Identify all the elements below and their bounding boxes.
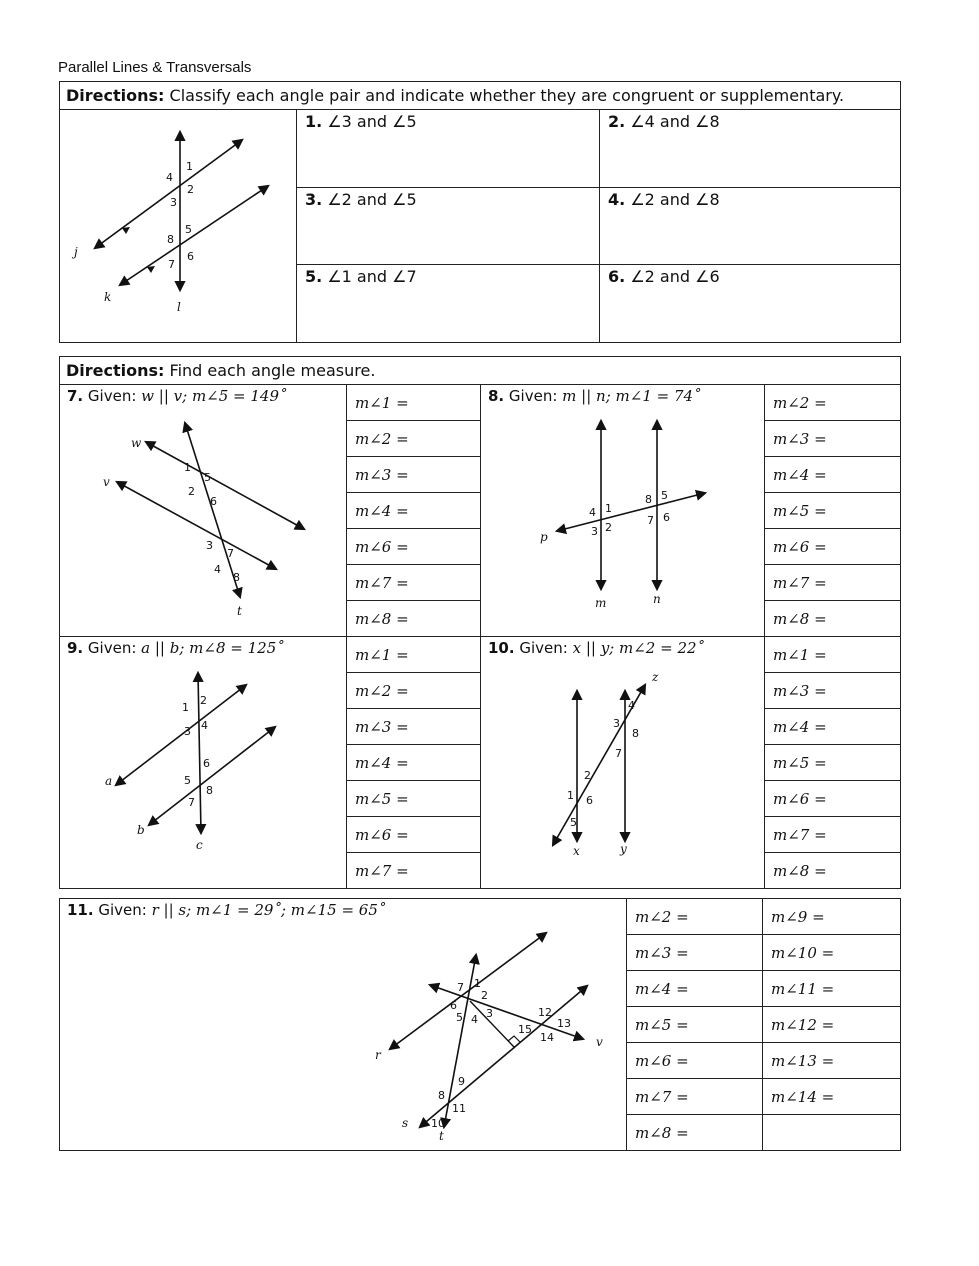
angle-label: 8 — [233, 571, 240, 584]
figure-problem-10 — [481, 659, 764, 874]
line-label-a: a — [105, 774, 113, 788]
section-find-measures — [59, 356, 901, 889]
parallel-mark-j — [122, 227, 130, 234]
angle-label: 3 — [613, 717, 620, 730]
problem-8-given: 8. Given: m || n; m∠1 = 74˚ — [488, 387, 701, 405]
line-label-n: n — [653, 592, 661, 606]
answer-7-8[interactable]: m∠8 = — [347, 601, 481, 637]
angle-label: 3 — [184, 725, 191, 738]
line-label-y: y — [620, 842, 627, 856]
angle-label: 8 — [167, 233, 174, 246]
angle-label: 7 — [188, 796, 195, 809]
problem-10-given: 10. Given: x || y; m∠2 = 22˚ — [488, 639, 705, 657]
angle-label: 7 — [615, 747, 622, 760]
angle-label: 13 — [557, 1017, 571, 1030]
problem-11-given: 11. Given: r || s; m∠1 = 29˚; m∠15 = 65˚ — [67, 901, 386, 919]
angle-label: 1 — [474, 977, 481, 990]
section-problem-11 — [59, 898, 901, 1151]
answer-7-1[interactable]: m∠1 = — [347, 385, 481, 421]
angle-label: 2 — [584, 769, 591, 782]
right-angle-mark — [508, 1036, 520, 1042]
angle-label: 6 — [586, 794, 593, 807]
line-k — [120, 186, 268, 285]
answer-10-4[interactable]: m∠4 = — [765, 709, 901, 745]
answer-11-8[interactable]: m∠8 = — [627, 1115, 763, 1151]
answer-11-7[interactable]: m∠7 = — [627, 1079, 763, 1115]
problem-9-given: 9. Given: a || b; m∠8 = 125˚ — [67, 639, 284, 657]
angle-label: 1 — [184, 461, 191, 474]
line-j — [95, 140, 242, 248]
answer-8-5[interactable]: m∠5 = — [765, 493, 901, 529]
answer-7-3[interactable]: m∠3 = — [347, 457, 481, 493]
line-label-s: s — [402, 1116, 409, 1130]
section-classify — [59, 81, 901, 343]
angle-label: 3 — [206, 539, 213, 552]
angle-label: 1 — [186, 160, 193, 173]
angle-label: 2 — [605, 521, 612, 534]
directions-row — [60, 82, 901, 110]
angle-label: 5 — [185, 223, 192, 236]
answer-8-4[interactable]: m∠4 = — [765, 457, 901, 493]
angle-label: 4 — [214, 563, 221, 576]
directions-text: Find each angle measure. — [169, 361, 376, 380]
answer-11-12[interactable]: m∠12 = — [763, 1007, 901, 1043]
angle-label: 3 — [591, 525, 598, 538]
answer-8-6[interactable]: m∠6 = — [765, 529, 901, 565]
angle-label: 8 — [438, 1089, 445, 1102]
problem-7-cell — [60, 385, 347, 637]
angle-label: 3 — [170, 196, 177, 209]
problem-11-cell — [60, 899, 627, 1151]
angle-label: 1 — [567, 789, 574, 802]
answer-11-13[interactable]: m∠13 = — [763, 1043, 901, 1079]
line-w — [146, 442, 304, 529]
answer-10-8[interactable]: m∠8 = — [765, 853, 901, 889]
figure-problem-11 — [60, 921, 626, 1146]
angle-label: 11 — [452, 1102, 466, 1115]
angle-label: 14 — [540, 1031, 554, 1044]
line-label-t: t — [439, 1129, 444, 1143]
line-label-v: v — [596, 1035, 603, 1049]
line-label-t: t — [237, 604, 242, 618]
line-label-c: c — [196, 838, 203, 852]
figure-cell — [60, 110, 297, 343]
line-label-p: p — [540, 530, 548, 544]
line-label-v: v — [103, 475, 110, 489]
line-b — [149, 727, 275, 825]
angle-label: 9 — [458, 1075, 465, 1088]
angle-label: 7 — [647, 514, 654, 527]
line-label-l: l — [177, 300, 181, 314]
answer-10-1[interactable]: m∠1 = — [765, 637, 901, 673]
answer-7-7[interactable]: m∠7 = — [347, 565, 481, 601]
angle-label: 8 — [632, 727, 639, 740]
angle-label: 4 — [471, 1013, 478, 1026]
answer-11-11[interactable]: m∠11 = — [763, 971, 901, 1007]
angle-label: 1 — [605, 502, 612, 515]
angle-label: 12 — [538, 1006, 552, 1019]
figure-problem-9 — [60, 659, 346, 874]
angle-label: 6 — [203, 757, 210, 770]
angle-label: 4 — [166, 171, 173, 184]
answer-7-4[interactable]: m∠4 = — [347, 493, 481, 529]
angle-label: 2 — [188, 485, 195, 498]
line-label-r: r — [375, 1048, 381, 1062]
answer-11-14[interactable]: m∠14 = — [763, 1079, 901, 1115]
angle-label: 7 — [227, 547, 234, 560]
angle-label: 6 — [663, 511, 670, 524]
problem-8-cell — [481, 385, 765, 637]
angle-label: 2 — [200, 694, 207, 707]
figure-j-k-l — [60, 110, 296, 338]
angle-label: 6 — [187, 250, 194, 263]
answer-9-7[interactable]: m∠7 = — [347, 853, 481, 889]
angle-label: 5 — [204, 471, 211, 484]
directions-label: Directions: — [66, 361, 165, 380]
answer-10-3[interactable]: m∠3 = — [765, 673, 901, 709]
line-label-m: m — [595, 596, 607, 610]
line-label-k: k — [104, 290, 112, 304]
angle-label: 4 — [628, 699, 635, 712]
line-v — [117, 482, 276, 569]
angle-label: 5 — [661, 489, 668, 502]
angle-label: 5 — [184, 774, 191, 787]
answer-11-3[interactable]: m∠3 = — [627, 935, 763, 971]
line-label-b: b — [137, 823, 145, 837]
angle-label: 4 — [201, 719, 208, 732]
angle-label: 8 — [645, 493, 652, 506]
angle-label: 2 — [481, 989, 488, 1002]
answer-9-6[interactable]: m∠6 = — [347, 817, 481, 853]
answer-11-9[interactable]: m∠9 = — [763, 899, 901, 935]
line-t — [185, 423, 240, 597]
answer-9-3[interactable]: m∠3 = — [347, 709, 481, 745]
question-5: 5. ∠1 and ∠7 — [297, 265, 600, 343]
line-label-j: j — [74, 245, 78, 259]
line-label-x: x — [573, 844, 580, 858]
question-4: 4. ∠2 and ∠8 — [600, 187, 901, 265]
question-1: 1. ∠3 and ∠5 — [297, 110, 600, 188]
answer-10-7[interactable]: m∠7 = — [765, 817, 901, 853]
answer-10-6[interactable]: m∠6 = — [765, 781, 901, 817]
answer-11-6[interactable]: m∠6 = — [627, 1043, 763, 1079]
answer-11-4[interactable]: m∠4 = — [627, 971, 763, 1007]
angle-label: 4 — [589, 506, 596, 519]
empty-cell — [763, 1115, 901, 1151]
angle-label: 8 — [206, 784, 213, 797]
line-label-z: z — [652, 670, 659, 684]
angle-label: 6 — [450, 999, 457, 1012]
problem-9-cell — [60, 637, 347, 889]
angle-label: 5 — [456, 1011, 463, 1024]
line-v — [430, 985, 583, 1039]
figure-problem-8 — [481, 407, 764, 622]
problem-7-given: 7. Given: w || v; m∠5 = 149˚ — [67, 387, 287, 405]
parallel-mark-k — [147, 266, 155, 273]
answer-11-2[interactable]: m∠2 = — [627, 899, 763, 935]
angle-label: 15 — [518, 1023, 532, 1036]
question-6: 6. ∠2 and ∠6 — [600, 265, 901, 343]
answer-10-5[interactable]: m∠5 = — [765, 745, 901, 781]
angle-label: 2 — [187, 183, 194, 196]
line-a — [116, 685, 246, 785]
answer-9-2[interactable]: m∠2 = — [347, 673, 481, 709]
answer-9-5[interactable]: m∠5 = — [347, 781, 481, 817]
answer-11-5[interactable]: m∠5 = — [627, 1007, 763, 1043]
answer-9-4[interactable]: m∠4 = — [347, 745, 481, 781]
angle-label: 5 — [570, 816, 577, 829]
answer-7-6[interactable]: m∠6 = — [347, 529, 481, 565]
problem-10-cell — [481, 637, 765, 889]
answer-8-7[interactable]: m∠7 = — [765, 565, 901, 601]
angle-label: 1 — [182, 701, 189, 714]
answer-8-8[interactable]: m∠8 = — [765, 601, 901, 637]
document-title: Parallel Lines & Transversals — [58, 59, 252, 76]
angle-label: 7 — [168, 258, 175, 271]
question-2: 2. ∠4 and ∠8 — [600, 110, 901, 188]
angle-label: 10 — [431, 1117, 445, 1130]
question-3: 3. ∠2 and ∠5 — [297, 187, 600, 265]
directions-text: Classify each angle pair and indicate whether they are congruent or supplementary. — [169, 86, 845, 105]
answer-9-1[interactable]: m∠1 = — [347, 637, 481, 673]
directions-row — [60, 357, 901, 385]
angle-label: 3 — [486, 1007, 493, 1020]
line-p — [557, 493, 705, 531]
line-label-w: w — [131, 436, 142, 450]
answer-7-2[interactable]: m∠2 = — [347, 421, 481, 457]
answer-8-3[interactable]: m∠3 = — [765, 421, 901, 457]
figure-problem-7 — [60, 407, 346, 622]
angle-label: 7 — [457, 981, 464, 994]
answer-11-10[interactable]: m∠10 = — [763, 935, 901, 971]
answer-8-2[interactable]: m∠2 = — [765, 385, 901, 421]
angle-label: 6 — [210, 495, 217, 508]
directions-label: Directions: — [66, 86, 165, 105]
